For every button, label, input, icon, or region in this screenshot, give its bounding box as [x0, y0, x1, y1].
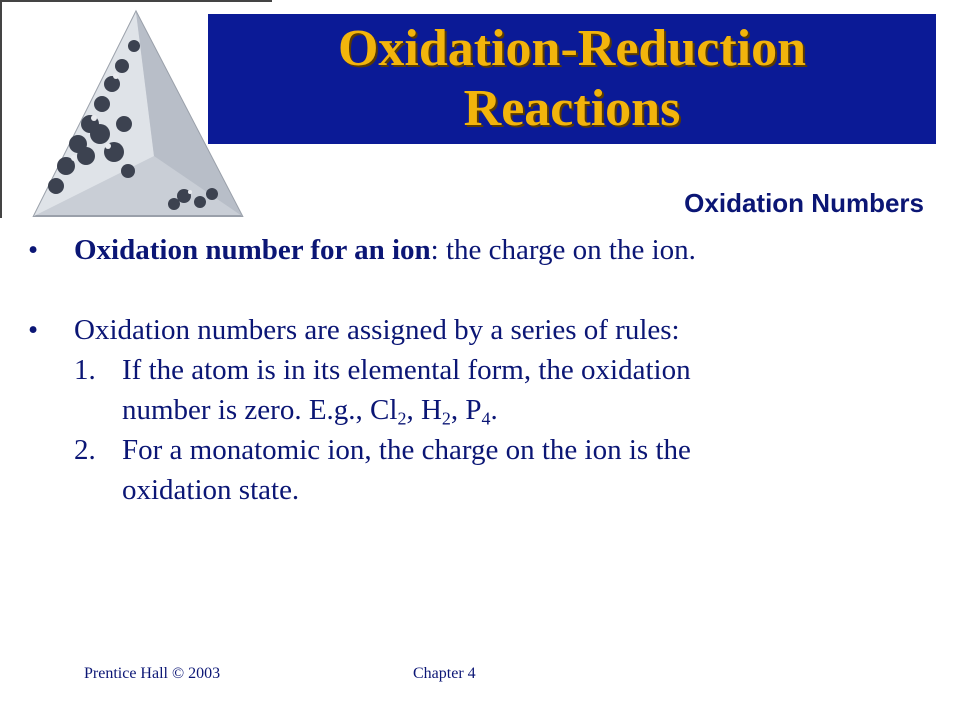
- rule-line: oxidation state.: [122, 474, 300, 506]
- slide-subtitle: Oxidation Numbers: [684, 188, 924, 218]
- slide-title: [208, 14, 936, 144]
- bullet-text: Oxidation numbers are assigned by a series of rules:: [74, 314, 680, 346]
- footer-copyright: Prentice Hall © 2003: [84, 665, 221, 682]
- bullet-text: [74, 230, 696, 270]
- bullet-mark: •: [28, 234, 39, 266]
- bullet-item: [28, 310, 928, 350]
- corner-border-top: [0, 0, 272, 2]
- slide-title-line-2: Reactions: [463, 80, 681, 137]
- corner-border-left: [0, 0, 2, 218]
- bullet-item: [28, 230, 928, 270]
- rule-line: number is zero. E.g., $Cl_2$, $H_2$, $P_4$.: [122, 394, 498, 429]
- rule-number: 1.: [74, 354, 96, 386]
- rule-text: [122, 430, 691, 510]
- rule-line: For a monatomic ion, the charge on the ion is the: [122, 434, 691, 466]
- rule-line: If the atom is in its elemental form, the oxidation: [122, 354, 691, 386]
- slide-body: [28, 230, 928, 510]
- bullet-definition: : the charge on the ion.: [430, 234, 696, 266]
- slide-title-line-1: Oxidation-Reduction: [337, 20, 807, 77]
- footer-chapter: Chapter 4: [413, 665, 476, 682]
- rule-item: [28, 430, 928, 510]
- bullet-mark: •: [28, 314, 39, 346]
- rule-number: 2.: [74, 434, 96, 466]
- rule-item: [28, 350, 928, 430]
- rule-text: [122, 350, 691, 430]
- bullet-term: Oxidation number for an ion: [74, 234, 431, 266]
